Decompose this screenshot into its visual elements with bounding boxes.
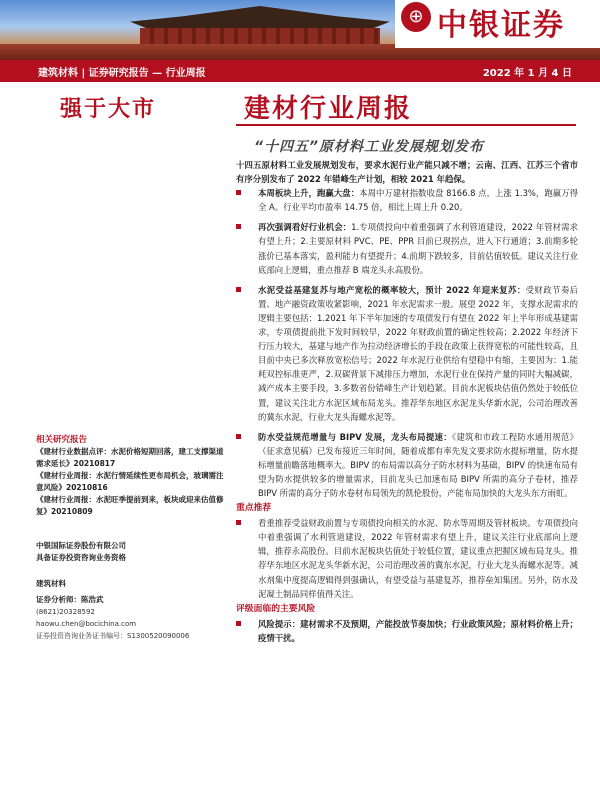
bullet-icon bbox=[236, 224, 241, 229]
bullet-icon bbox=[236, 520, 241, 525]
bullet-text: 建材需求不及预期，产能投放节奏加快；行业政策风险；原材料价格上升；疫情干扰。 bbox=[258, 618, 579, 643]
lead-paragraph: 十四五原材料工业发展规划发布，要求水泥行业产能只减不增；云南、江西、江苏三个省市有序分别发布了 2022 年错峰生产计划，相较 2021 年趋保。 bbox=[236, 160, 578, 185]
analyst-name: 证券分析师：陈浩武 bbox=[36, 595, 104, 604]
bullet-item bbox=[236, 186, 578, 214]
bullet-icon bbox=[236, 287, 241, 292]
analyst-license: 证券投资咨询业务证书编号：S1300520090006 bbox=[36, 632, 190, 640]
page-subtitle: “十四五”原材料工业发展规划发布 bbox=[254, 139, 485, 155]
main-content bbox=[236, 158, 578, 645]
bullet-head: 再次强调看好行业机会： bbox=[258, 222, 352, 233]
analyst-email[interactable]: haowu.chen@bocichina.com bbox=[36, 620, 137, 628]
brand-logo bbox=[395, 0, 600, 48]
bullet-head: 水泥受益基建复苏与地产宽松的概率较大，预计 2022 年迎来复苏： bbox=[258, 284, 526, 295]
related-report-link[interactable]: 《建材行业周报：水泥行情延续性更布局机会，玻璃需注意风险》20210816 bbox=[36, 471, 224, 492]
bullet-text: 《建筑和市政工程防水通用规范》（征求意见稿）已发布接近三年时间，随着成都有率先发文要求防水提标增量，防水提标增量前瞻落地概率大。BIPV 的布局需以高分子防水材料为基础，BIPV 的快速布局有望为防水提供较多的增量需求，目前龙头已加速布局 BIPV 所需的高分子卷材，推荐 BIPV 所需的高分子防水卷材布局领先的凯伦股份，产能布局加快的大龙头东方雨虹。 bbox=[258, 431, 578, 499]
bullet-icon bbox=[236, 621, 241, 626]
bullet-head: 本周板块上升，跑赢大盘： bbox=[258, 188, 360, 199]
related-report-link[interactable]: 《建材行业数据点评：水泥价格短期回落，建工支撑渠道需求延长》20210817 bbox=[36, 447, 224, 468]
bullet-icon bbox=[236, 190, 241, 195]
related-report-link[interactable]: 《建材行业周报：水泥旺季提前到来，板块或迎来估值修复》20210809 bbox=[36, 495, 224, 516]
bullet-item bbox=[236, 617, 578, 645]
section-heading-recommend: 重点推荐 bbox=[236, 503, 272, 514]
bullet-text: 1.专项债投向中着重强调了水利管道建设，2022 年管材需求有望上升；2.主要原材料 PVC、PE、PPR 目前已现拐点，进入下行通道；3.前期多轮涨价已基本落实，盈利能力有望提升；4.前期下跌较多，目前估值较低。建议关注行业底部向上逻辑，重点推荐 B 端龙头永高股份。 bbox=[258, 222, 578, 275]
title-divider bbox=[236, 124, 576, 126]
bullet-item bbox=[236, 430, 578, 500]
bullet-head: 风险提示： bbox=[258, 618, 301, 629]
related-reports bbox=[36, 434, 224, 518]
bullet-text: 看重推荐受益财政前置与专项债投向相关的水泥、防水等周期及管材板块。专项债投向中着重强调了水利管道建设，2022 年管材需求有望上升，建议关注行业底部向上逻辑，推荐永高股份。目前水泥板块估值处于较低位置，建议重点把握区域布局龙头。推荐华东地区水泥龙头华新水泥，公司治理改善的冀东水泥，行业大龙头海螺水泥等。减水剂集中度提高逻辑得到强确认，有望受益与基建复苏，推荐垒知集团。另外，防水及泥凝土制品同样值得关注。 bbox=[258, 518, 578, 599]
firm-name: 中银国际证券股份有限公司 bbox=[36, 541, 126, 550]
header-banner bbox=[0, 0, 600, 60]
brand-name: 中银证券 bbox=[437, 8, 565, 43]
related-reports-heading: 相关研究报告 bbox=[36, 435, 88, 445]
bullet-item bbox=[236, 220, 578, 276]
firm-license: 具备证券投资咨询业务资格 bbox=[36, 553, 126, 562]
analyst-phone: (8621)20328592 bbox=[36, 608, 95, 616]
bullet-item bbox=[236, 516, 578, 601]
section-heading-risk: 评级面临的主要风险 bbox=[236, 603, 316, 614]
analyst-info bbox=[36, 578, 224, 642]
report-date: 2022 年 1 月 4 日 bbox=[482, 68, 572, 79]
rating-label: 强于大市 bbox=[60, 97, 157, 122]
page-title: 建材行业周报 bbox=[244, 94, 413, 124]
bullet-icon bbox=[236, 434, 241, 439]
report-meta-bar bbox=[0, 60, 600, 82]
firm-info bbox=[36, 540, 224, 564]
bullet-text: 本周中万建材指数收盘 8166.8 点，上涨 1.3%，跑赢万得全 A。行业平均市盈率 14.75 倍，相比上周上升 0.20。 bbox=[258, 188, 578, 213]
bullet-item bbox=[236, 283, 578, 424]
breadcrumb: 建筑材料 | 证券研究报告 — 行业周报 bbox=[38, 68, 206, 79]
bullet-head: 防水受益规范增量与 BIPV 发展，龙头布局提速： bbox=[258, 431, 452, 442]
bank-logo-icon: ⊕ bbox=[401, 2, 431, 32]
sector-label: 建筑材料 bbox=[36, 579, 66, 588]
bullet-text: 受财政节奏后置、地产融资政策收紧影响，2021 年水泥需求一般。展望 2022 年，支撑水泥需求的逻辑主要包括：1.2021 年下半年加速的专项债发行有望在 2022 年上半年形成基建需求，专项债提前批下发时间较早，2022 年财政前置的确定性较高；2.2022 年经济下行压力较大，基建与地产作为拉动经济增长的手段在政策上获得宽松的可能性较高，且目前中央已多次释放宽松信号；2022 年水泥行业供给有望稳中有缩，主要因为：1.能耗双控标准更严，2.双碳背景下减排压力增加，水泥行业在保持产量的同时大幅减碳，减产成本主要手段，3.多数省份错峰生产计划趋紧。目前水泥板块估值仍然处于较低位置，建议关注北方水泥区域布局龙头。推荐华东地区水泥龙头华新水泥，公司治理改善的冀东水泥，行业大龙头海螺水泥等。 bbox=[258, 284, 579, 422]
